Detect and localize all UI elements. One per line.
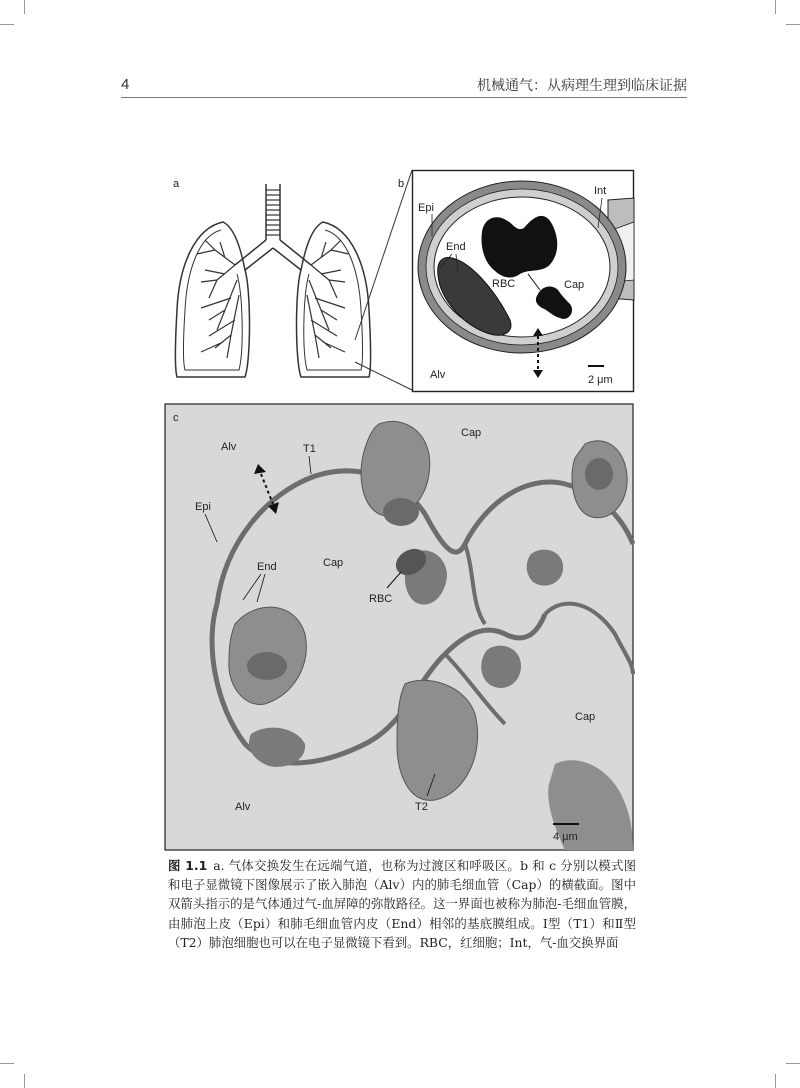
crop-mark [786,24,800,25]
label-rbc: RBC [369,593,393,605]
label-epi: Epi [195,501,211,513]
caption-label: 图 1.1 [168,858,208,873]
label-cap-right: Cap [575,711,596,723]
caption-text: a. 气体交换发生在远端气道，也称为过渡区和呼吸区。b 和 c 分别以模式图和电子显微镜下图像展示了嵌入肺泡（Alv）内的肺毛细血管（Cap）的横截面。图中双箭头指示的是气体通过气-血屏障的弥散路径。这一界面也被称为肺泡-毛细血管膜，由肺泡上皮（Epi）和肺毛细血管内皮（End）相邻的基底膜组成。Ⅰ型（T1）和Ⅱ型（T2）肺泡细胞也可以在电子显微镜下看到。RBC，红细胞；Int，气-血交换界面 [168,858,637,950]
crop-mark [775,1074,776,1088]
page-number: 4 [121,76,130,93]
panel-a-lung-diagram [165,170,405,385]
crop-mark [24,0,25,14]
running-title: 机械通气：从病理生理到临床证据 [477,78,687,94]
label-int: Int [594,185,607,197]
crop-mark [24,1074,25,1088]
panel-b-schematic [398,170,634,392]
label-alv-bottom: Alv [235,801,251,813]
crop-mark [0,1063,14,1064]
crop-mark [786,1063,800,1064]
label-alv-top: Alv [221,441,237,453]
label-cap-center: Cap [323,557,344,569]
label-t2: T2 [415,801,428,813]
label-end: End [257,561,277,573]
scale-bar-b: 2 μm [588,374,613,386]
label-end: End [446,241,466,253]
panel-a-label: a [173,178,180,190]
label-cap: Cap [564,279,585,291]
label-alv: Alv [430,369,446,381]
label-cap-top: Cap [461,427,482,439]
scale-bar-c: 4 μm [553,831,578,843]
panel-c-label: c [173,412,179,424]
figure-caption [168,856,636,952]
crop-mark [0,24,14,25]
crop-mark [775,0,776,14]
panel-b-label: b [398,178,405,190]
label-t1: T1 [303,443,316,455]
panel-c-micrograph [165,404,633,850]
label-epi: Epi [418,202,434,214]
label-rbc: RBC [492,278,516,290]
header-rule [121,97,687,98]
